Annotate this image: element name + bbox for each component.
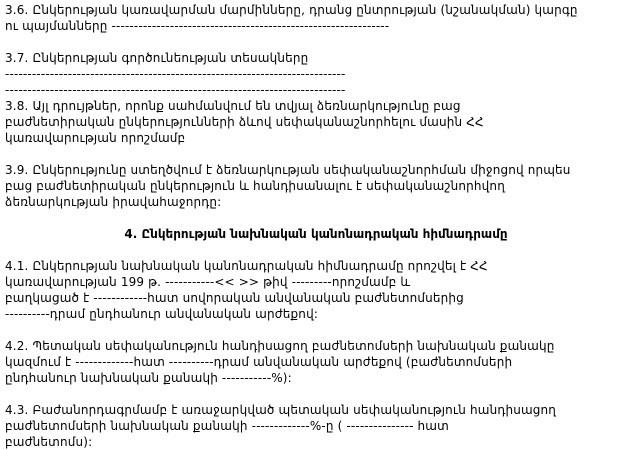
text-line: 3.7. Ընկերության գործունեության տեսակները (5, 51, 309, 65)
text-line: ձեռնարկության իրավահաջորդը: (5, 195, 222, 209)
text-line: բաժնետիրական ընկերությունների ձևով սեփականաշնորհելու մասին ՀՀ (5, 115, 484, 129)
text-line: 4.1. Ընկերության նախնական կանոնադրական հիմնադրամը որոշվել է ՀՀ (5, 259, 488, 273)
text-line: 4.2. Պետական սեփականություն հանդիսացող բաժնետոմսերի նախնական քանակը (5, 339, 555, 353)
section-4-3 (5, 402, 627, 450)
paragraph-gap (5, 34, 627, 50)
paragraph-gap (5, 386, 627, 402)
paragraph-gap (5, 146, 627, 162)
text-line: 4.3. Բաժանորդագրմամբ է առաջարկված պետական սեփականություն հանդիսացող (5, 403, 557, 417)
text-line: 3.9. Ընկերությունը ստեղծվում է ձեռնարկության սեփականաշնորհման միջոցով որպես (5, 163, 571, 177)
text-line: ---------------------------------------------------------------------------- (5, 67, 346, 81)
text-line: 3.8. Այլ դրույթներ, որոնք սահմանվում են տվյալ ձեռնարկությունը բաց (5, 99, 461, 113)
text-line: բաղկացած է ------------հատ սովորական անվանական բաժնետոմսերից (5, 291, 464, 305)
text-line: բաց բաժնետիրական ընկերություն և հանդիսանալու է սեփականաշնորհվող (5, 179, 505, 193)
section-4-1 (5, 258, 627, 322)
text-line: ընդհանուր նախնական քանակի -----------%): (5, 371, 292, 385)
text-line: կազմում է -------------հատ ----------դրամ անվանական արժեքով (բաժնետոմսերի (5, 355, 513, 369)
text-line: կառավարության 199 թ. -----------<< >> թիվ ---------որոշմամբ և (5, 275, 411, 289)
text-line: կառավարության որոշմամբ (5, 131, 186, 145)
paragraph-gap (5, 210, 627, 226)
section-3-8 (5, 98, 627, 146)
section-3-7 (5, 50, 627, 98)
text-line: ու պայմանները -------------------------------------------------------------- (5, 19, 390, 33)
text-line: բաժնետոմսերի նախնական քանակի -------------%-ը ( --------------- հատ (5, 419, 449, 433)
section-3-6 (5, 2, 627, 34)
text-line: բաժնետոմս): (5, 435, 93, 449)
section-4-heading: 4. Ընկերության նախնական կանոնադրական հիմնադրամը (124, 227, 508, 241)
section-3-9 (5, 162, 627, 210)
paragraph-gap (5, 322, 627, 338)
text-line: 3.6. Ընկերության կառավարման մարմինները, դրանց ընտրության (նշանակման) կարգը (5, 3, 578, 17)
section-4-2 (5, 338, 627, 386)
text-line: ---------------------------------------------------------------------------- (5, 83, 346, 97)
text-line: ----------դրամ ընդհանուր անվանական արժեքով: (5, 307, 319, 321)
paragraph-gap (5, 242, 627, 258)
